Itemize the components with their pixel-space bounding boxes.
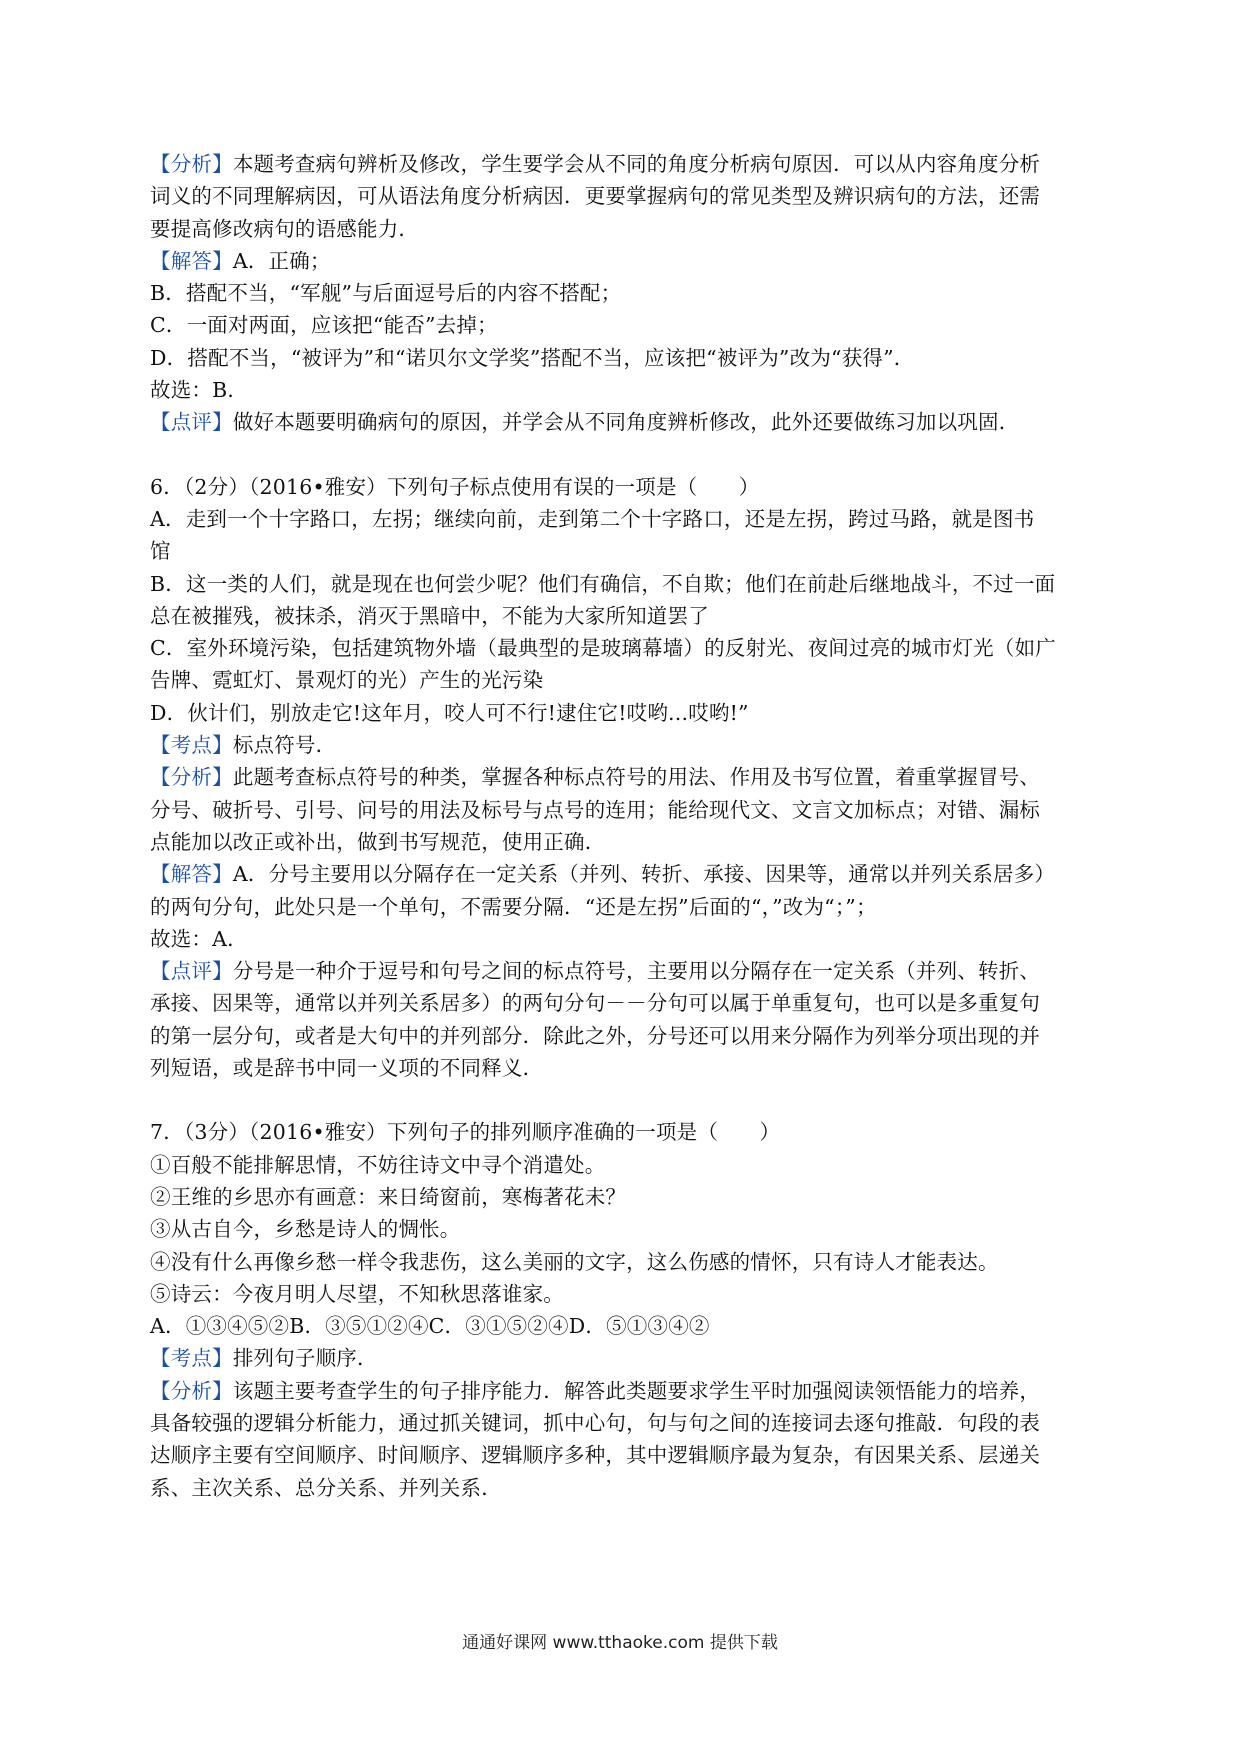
analysis-line: 系、主次关系、总分关系、并列关系． [150, 1475, 502, 1500]
spacer [150, 439, 1100, 471]
answer-line: B．搭配不当，“军舰”与后面逗号后的内容不搭配； [150, 281, 622, 306]
option-line: 馆 [150, 539, 171, 564]
comment-line: 【点评】做好本题要明确病句的原因，并学会从不同角度辨析修改，此外还要做练习加以巩固． [150, 410, 1020, 435]
option-line: B．这一类的人们，就是现在也何尝少呢？他们有确信，不自欺；他们在前赴后继地战斗，不过一面 [150, 571, 1056, 596]
sentence-line: ⑤诗云：今夜月明人尽望，不知秋思落谁家。 [150, 1281, 564, 1306]
options-line: A．①③④⑤②B．③⑤①②④C．③①⑤②④D．⑤①③④② [150, 1314, 710, 1339]
analysis-line: 词义的不同理解病因，可从语法角度分析病因．更要掌握病句的常见类型及辨识病句的方法，还需 [150, 184, 1041, 209]
answer-line: 【解答】A．分号主要用以分隔存在一定关系（并列、转折、承接、因果等，通常以并列关系居多） [150, 862, 1056, 887]
spacer [150, 1084, 1100, 1116]
choice-line: 故选：B． [150, 378, 249, 403]
answer-line: C．一面对两面，应该把“能否”去掉； [150, 313, 498, 338]
comment-line: 【点评】分号是一种介于逗号和句号之间的标点符号，主要用以分隔存在一定关系（并列、转折、 [150, 959, 1041, 984]
point-line: 【考点】排列句子顺序． [150, 1346, 378, 1371]
question-stem: 6．（2分）（2016•雅安）下列句子标点使用有误的一项是（ ） [150, 474, 760, 499]
analysis-line: 【分析】本题考查病句辨析及修改，学生要学会从不同的角度分析病句原因．可以从内容角度分析 [150, 152, 1041, 176]
answer-line: 的两句分句，此处只是一个单句，不需要分隔．“还是左拐”后面的“，”改为“；”； [150, 894, 877, 919]
comment-line: 列短语，或是辞书中同一义项的不同释义． [150, 1056, 544, 1081]
analysis-line: 【分析】该题主要考查学生的句子排序能力．解答此类题要求学生平时加强阅读领悟能力的培养， [150, 1378, 1041, 1403]
sentence-line: ①百般不能排解思情，不妨往诗文中寻个消遣处。 [150, 1152, 606, 1177]
answer-tag: 【解答】 [150, 862, 233, 887]
answer-line: D．搭配不当，“被评为”和“诺贝尔文学奖”搭配不当，应该把“被评为”改为“获得”． [150, 345, 915, 370]
option-line: 告牌、霓虹灯、景观灯的光）产生的光污染 [150, 668, 544, 693]
point-tag: 【考点】 [150, 1346, 233, 1371]
answer-tag: 【解答】 [150, 248, 233, 273]
question-stem: 7．（3分）（2016•雅安）下列句子的排列顺序准确的一项是（ ） [150, 1120, 781, 1145]
analysis-line: 点能加以改正或补出，做到书写规范，使用正确． [150, 829, 606, 854]
comment-tag: 【点评】 [150, 959, 233, 984]
analysis-tag: 【分析】 [150, 152, 233, 176]
comment-line: 的第一层分句，或者是大句中的并列部分．除此之外，分号还可以用来分隔作为列举分项出现的并 [150, 1023, 1041, 1048]
sentence-line: ②王维的乡思亦有画意：来日绮窗前，寒梅著花未？ [150, 1184, 627, 1209]
comment-tag: 【点评】 [150, 410, 233, 435]
page-footer: 通通好课网 www.tthaoke.com 提供下载 [462, 1633, 778, 1653]
analysis-line: 达顺序主要有空间顺序、时间顺序、逻辑顺序多种，其中逻辑顺序最为复杂，有因果关系、层递关 [150, 1443, 1041, 1468]
sentence-line: ③从古自今，乡愁是诗人的惆怅。 [150, 1217, 461, 1242]
option-line: 总在被摧残，被抹杀，消灭于黑暗中，不能为大家所知道罢了 [150, 603, 709, 628]
option-line: D．伙计们，别放走它!这年月，咬人可不行!逮住它!哎哟...哎哟!” [150, 700, 749, 725]
analysis-tag: 【分析】 [150, 765, 233, 790]
answer-line: 【解答】A．正确； [150, 248, 331, 273]
document-body [150, 148, 1100, 1504]
option-line: C．室外环境污染，包括建筑物外墙（最典型的是玻璃幕墙）的反射光、夜间过亮的城市灯光（如广 [150, 636, 1056, 661]
analysis-line: 具备较强的逻辑分析能力，通过抓关键词，抓中心句，句与句之间的连接词去逐句推敲．句段的表 [150, 1410, 1041, 1435]
sentence-line: ④没有什么再像乡愁一样令我悲伤，这么美丽的文字，这么伤感的情怀，只有诗人才能表达。 [150, 1249, 999, 1274]
analysis-line: 【分析】此题考查标点符号的种类，掌握各种标点符号的用法、作用及书写位置，着重掌握冒号、 [150, 765, 1041, 790]
analysis-line: 要提高修改病句的语感能力． [150, 216, 420, 241]
point-line: 【考点】标点符号． [150, 733, 337, 758]
point-tag: 【考点】 [150, 733, 233, 758]
analysis-line: 分号、破折号、引号、问号的用法及标号与点号的连用；能给现代文、文言文加标点；对错、漏标 [150, 797, 1041, 822]
comment-line: 承接、因果等，通常以并列关系居多）的两句分句－－分句可以属于单重复句，也可以是多重复句 [150, 991, 1041, 1016]
choice-line: 故选：A． [150, 926, 248, 951]
analysis-tag: 【分析】 [150, 1378, 233, 1403]
option-line: A．走到一个十字路口，左拐；继续向前，走到第二个十字路口，还是左拐，跨过马路，就是图书 [150, 506, 1035, 531]
